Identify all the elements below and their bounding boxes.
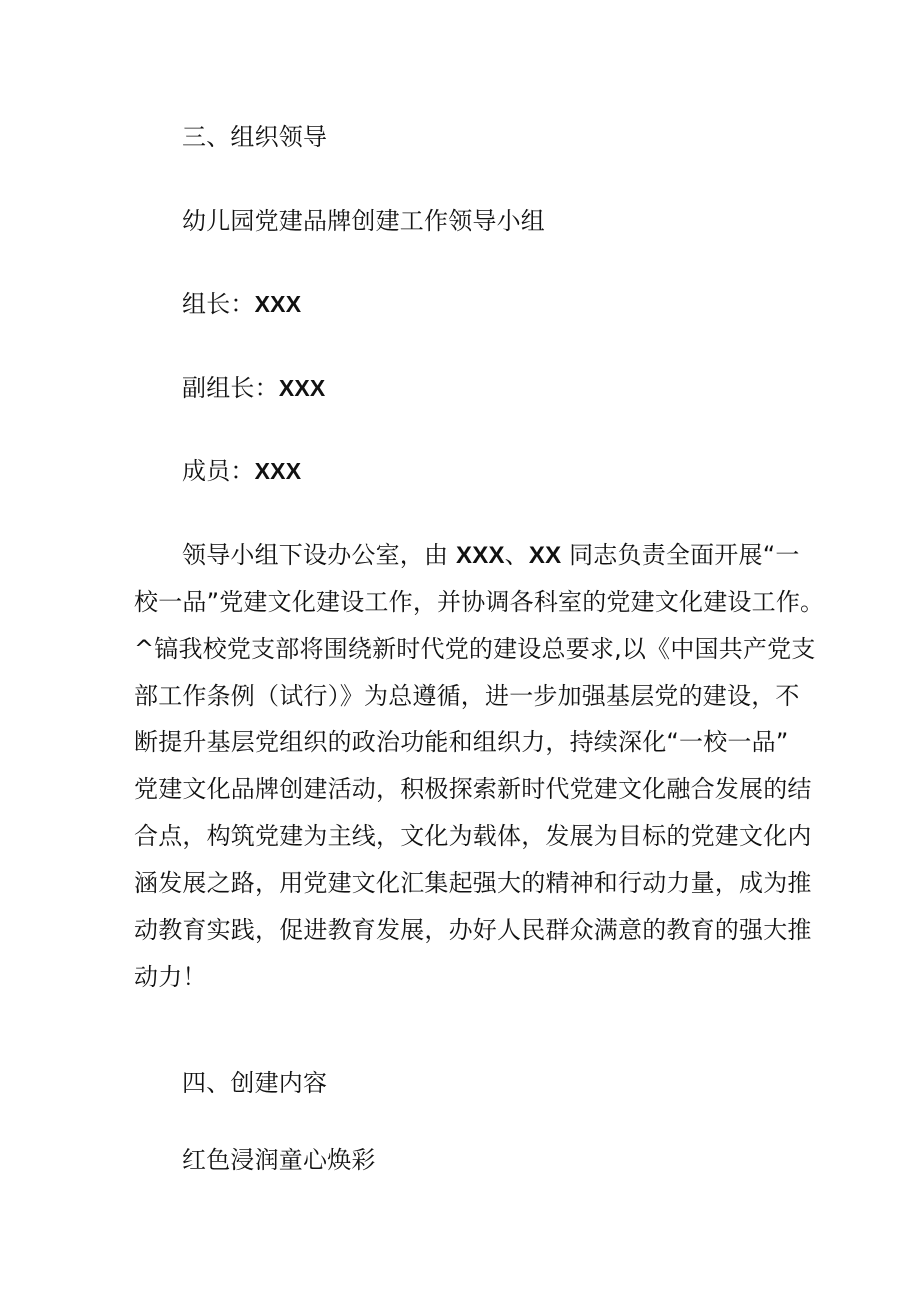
leading-group-title: 幼儿园党建品牌创建工作领导小组 <box>182 207 545 235</box>
paragraph-line: 涵发展之路，用党建文化汇集起强大的精神和行动力量，成为推 <box>134 869 812 897</box>
deputy-leader-label: 副组长： <box>182 374 279 402</box>
group-leader-label: 组长： <box>182 290 255 318</box>
paragraph-text: 、 <box>504 541 529 569</box>
deputy-leader-row <box>182 371 325 405</box>
paragraph-line <box>182 538 800 573</box>
members-names: XXX <box>254 458 302 484</box>
paragraph-line: ^镐我校党支部将围绕新时代党的建设总要求,以《中国共产党支 <box>134 635 816 663</box>
section-4-subheading: 红色浸润童心焕彩 <box>182 1146 376 1174</box>
section-4-heading: 四、创建内容 <box>182 1069 328 1097</box>
members-label: 成员： <box>182 457 255 485</box>
group-leader-name: XXX <box>254 291 302 317</box>
paragraph-line: 部工作条例（试行）》为总遵循，进一步加强基层党的建设，不 <box>134 682 800 710</box>
paragraph-line: 动教育实践，促进教育发展，办好人民群众满意的教育的强大推 <box>134 916 812 944</box>
paragraph-line: 合点，构筑党建为主线，文化为载体，发展为目标的党建文化内 <box>134 822 812 850</box>
deputy-leader-name: XXX <box>278 375 326 401</box>
paragraph-text: 同志负责全面开展“一 <box>561 541 800 569</box>
section-3-heading: 三、组织领导 <box>182 123 328 151</box>
paragraph-line: 断提升基层党组织的政治功能和组织力，持续深化“一校一品” <box>134 728 789 756</box>
paragraph-line: 校一品”党建文化建设工作，并协调各科室的党建文化建设工作。 <box>134 588 825 616</box>
group-leader-row <box>182 287 301 321</box>
paragraph-line: 党建文化品牌创建活动，积极探索新时代党建文化融合发展的结 <box>134 775 812 803</box>
paragraph-text: 领导小组下设办公室，由 <box>182 541 457 569</box>
members-row <box>182 454 301 488</box>
paragraph-line: 动力！ <box>134 963 207 991</box>
person-placeholder: XXX <box>456 542 505 569</box>
person-placeholder: XX <box>528 542 562 569</box>
